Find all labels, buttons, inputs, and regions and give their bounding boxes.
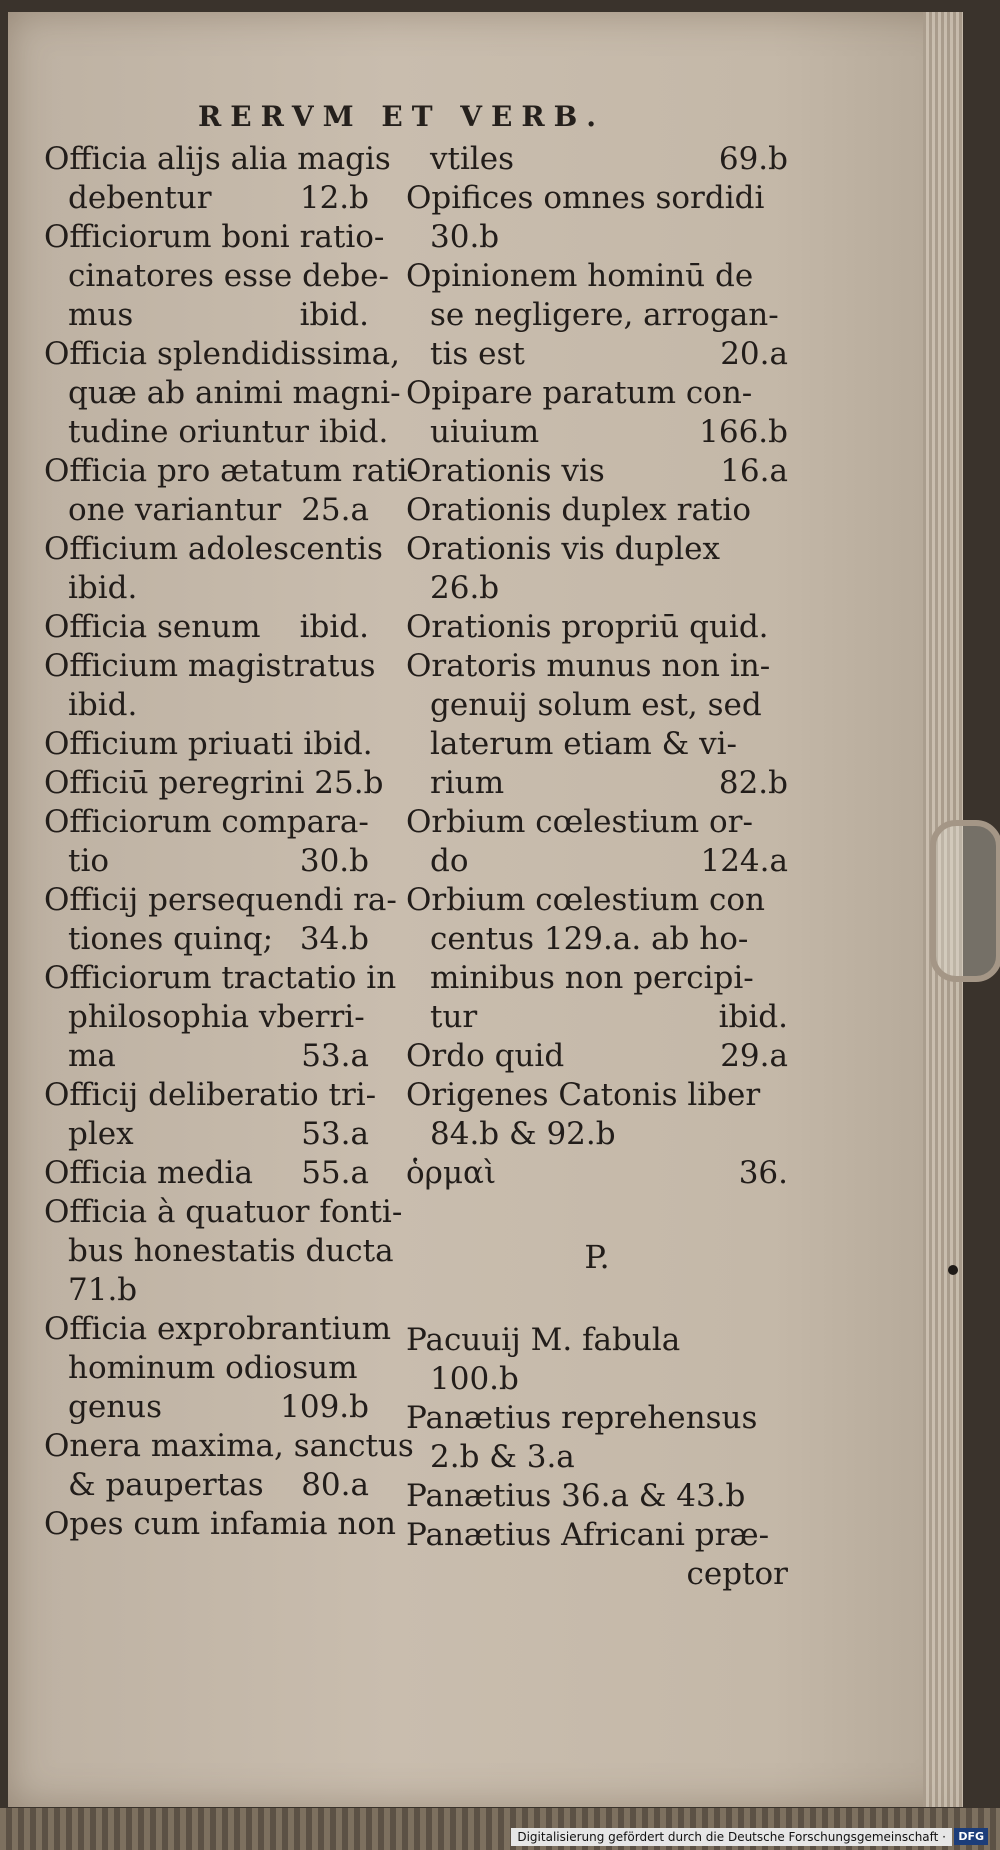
index-term: tis est (430, 336, 525, 372)
index-line (406, 959, 788, 998)
page-reference: 124.a (700, 843, 788, 879)
page-reference: 80.a (301, 1467, 369, 1503)
index-entry (44, 881, 397, 959)
page-reference: 69.b (718, 141, 788, 177)
index-entry (44, 452, 419, 530)
index-line (406, 1555, 788, 1594)
index-term: Origenes Catonis liber (406, 1077, 761, 1113)
index-term: ma (68, 1038, 116, 1074)
index-line (406, 218, 788, 257)
index-term: Orationis vis (406, 453, 605, 489)
index-term: tur (430, 999, 478, 1035)
index-line (406, 374, 788, 413)
index-term: Opipare paratum con- (406, 375, 753, 411)
index-term: ibid. (68, 570, 138, 606)
index-term: plex (68, 1116, 134, 1152)
index-line (406, 1477, 788, 1516)
index-term: Orbium cœlestium con (406, 882, 765, 918)
index-term: Officiū peregrini (44, 765, 305, 801)
index-term: bus honestatis ducta (68, 1233, 394, 1269)
index-entry (406, 374, 788, 452)
index-entry (406, 647, 788, 803)
index-term: Oratoris munus non in- (406, 648, 771, 684)
index-line (406, 1321, 788, 1360)
index-line (406, 140, 788, 179)
index-line (44, 257, 389, 296)
index-term: 2.b & 3.a (430, 1439, 575, 1475)
index-entry (406, 803, 788, 881)
index-line (44, 374, 401, 413)
index-term: Officium adolescentis (44, 531, 383, 567)
index-term: Officij deliberatio tri- (44, 1077, 377, 1113)
index-entry (406, 257, 788, 374)
index-line (44, 1388, 369, 1427)
page-reference: 36. (738, 1155, 788, 1191)
index-entries-p (406, 1321, 788, 1594)
index-term: tio (68, 843, 110, 879)
page-reference: ibid. (299, 609, 369, 645)
index-term: Officium magistratus (44, 648, 376, 684)
index-entry (406, 1477, 788, 1516)
running-head: RERVM ET VERB. (198, 100, 606, 133)
page-reference: ibid. (303, 726, 373, 762)
index-term: Opifices omnes sordidi (406, 180, 765, 216)
index-line (406, 569, 788, 608)
index-entry (44, 725, 373, 764)
index-term: uiuium (430, 414, 540, 450)
page-reference: 25.b (314, 765, 384, 801)
index-line (44, 1271, 369, 1310)
index-term: Officiorum tractatio in (44, 960, 397, 996)
index-term: & paupertas (68, 1467, 264, 1503)
index-term: Officiorum compara- (44, 804, 369, 840)
index-term: Officia senum (44, 609, 261, 645)
index-term: Orationis vis duplex (406, 531, 720, 567)
index-line (406, 1438, 788, 1477)
index-entry (406, 179, 788, 257)
index-line (44, 1193, 403, 1232)
index-line (44, 803, 369, 842)
page-reference: 12.b (299, 180, 369, 216)
index-term: genus (68, 1389, 163, 1425)
index-term: Officia alijs alia magis (44, 141, 391, 177)
index-line (44, 1154, 369, 1193)
index-term: centus 129.a. ab ho- (430, 921, 749, 957)
index-line (44, 413, 389, 452)
index-line (44, 1466, 369, 1505)
index-entry (406, 1399, 788, 1477)
index-term: tiones quinq; (68, 921, 274, 957)
index-line (44, 452, 419, 491)
index-term: Officia media (44, 1155, 253, 1191)
index-line (406, 842, 788, 881)
index-line (44, 881, 397, 920)
index-line (44, 764, 384, 803)
page-reference: 30.b (299, 843, 369, 879)
page-reference: 53.a (301, 1038, 369, 1074)
index-term: 30.b (430, 219, 500, 255)
index-entry (44, 764, 384, 803)
index-line (44, 1310, 391, 1349)
index-term: ibid. (68, 687, 138, 723)
index-term: Opes cum infamia non (44, 1506, 397, 1542)
index-line (406, 725, 788, 764)
index-entry (44, 1193, 403, 1310)
index-line (44, 296, 369, 335)
index-entry (44, 803, 369, 881)
index-entry (44, 1505, 397, 1544)
index-term: tudine oriuntur (68, 414, 309, 450)
index-term: laterum etiam & vi- (430, 726, 738, 762)
index-line (406, 530, 788, 569)
index-line (406, 257, 788, 296)
index-line (406, 491, 788, 530)
index-line (406, 296, 788, 335)
index-entry (44, 140, 391, 218)
index-entry (406, 1154, 788, 1193)
index-entry (406, 491, 788, 530)
index-entry (406, 1516, 788, 1594)
index-term: 26.b (430, 570, 500, 606)
index-term: Pacuuij M. fabula (406, 1322, 681, 1358)
index-entry (406, 1321, 788, 1399)
index-line (44, 1505, 397, 1544)
page-reference: 29.a (720, 1038, 788, 1074)
index-line (44, 1232, 394, 1271)
index-line (406, 647, 788, 686)
index-line (44, 491, 369, 530)
index-term: Panætius reprehensus (406, 1400, 758, 1436)
index-entry (44, 1310, 391, 1427)
index-column-right (406, 140, 788, 1594)
index-term: Officia pro ætatum rati- (44, 453, 419, 489)
index-line (406, 803, 788, 842)
index-line (44, 686, 369, 725)
index-line (44, 725, 373, 764)
index-line (44, 1349, 369, 1388)
index-term: Opinionem hominū de (406, 258, 754, 294)
index-entry (44, 530, 383, 608)
index-term: Panætius Africani præ- (406, 1517, 770, 1553)
index-line (44, 1427, 414, 1466)
page-reference: 34.b (299, 921, 369, 957)
index-line (406, 920, 788, 959)
index-line (44, 530, 383, 569)
index-line (44, 1037, 369, 1076)
index-term: Onera maxima, sanctus (44, 1428, 414, 1464)
page-reference: 166.b (699, 414, 788, 450)
index-line (406, 1037, 788, 1076)
page-reference: 53.a (301, 1116, 369, 1152)
index-term: 71.b (68, 1272, 138, 1308)
index-line (44, 959, 397, 998)
index-line (44, 569, 369, 608)
index-line (406, 686, 788, 725)
index-line (44, 920, 369, 959)
index-term: quæ ab animi magni- (68, 375, 401, 411)
index-term: Officia exprobrantium (44, 1311, 391, 1347)
index-term: Orationis propriū quid. (406, 609, 769, 645)
index-line (406, 1399, 788, 1438)
page-reference: ibid. (718, 999, 788, 1035)
index-column-left (44, 140, 419, 1544)
index-entry (406, 530, 788, 608)
index-term: philosophia vberri- (68, 999, 365, 1035)
index-term: Officiorum boni ratio- (44, 219, 385, 255)
index-term: do (430, 843, 469, 879)
index-entry (44, 1154, 369, 1193)
index-entry (406, 1037, 788, 1076)
index-entry (44, 335, 401, 452)
index-line (44, 608, 369, 647)
footer-credit: Digitalisierung gefördert durch die Deutsche Forschungsgemeinschaft · (511, 1828, 952, 1846)
index-term: mus (68, 297, 134, 333)
index-term: Orationis duplex ratio (406, 492, 751, 528)
page-reference: ibid. (318, 414, 389, 450)
index-term: 84.b & 92.b (430, 1116, 616, 1152)
index-line (406, 1516, 788, 1555)
index-line (406, 413, 788, 452)
book-page (8, 12, 963, 1807)
index-line (406, 1076, 788, 1115)
index-line (406, 1154, 788, 1193)
page-reference: 25.a (301, 492, 369, 528)
index-line (406, 764, 788, 803)
index-term: Officij persequendi ra- (44, 882, 397, 918)
index-term: 100.b (430, 1361, 519, 1397)
index-term: Orbium cœlestium or- (406, 804, 753, 840)
page-reference: 20.a (720, 336, 788, 372)
index-line (406, 998, 788, 1037)
ink-dot (948, 1265, 958, 1275)
index-term: hominum odiosum (68, 1350, 358, 1386)
index-line (44, 998, 369, 1037)
index-line (44, 1115, 369, 1154)
index-entry (44, 1427, 414, 1505)
index-term: Officia à quatuor fonti- (44, 1194, 403, 1230)
index-entry (44, 608, 369, 647)
section-heading: P. (584, 1238, 610, 1276)
index-line (406, 881, 788, 920)
index-term: genuij solum est, sed (430, 687, 762, 723)
index-entry (44, 1076, 377, 1154)
index-term: ὁρμαὶ (406, 1155, 497, 1191)
page-reference: 82.b (718, 765, 788, 801)
index-term: minibus non percipi- (430, 960, 754, 996)
page-reference: ibid. (299, 297, 369, 333)
index-line (406, 452, 788, 491)
index-term: Officium priuati (44, 726, 294, 762)
index-line (44, 1076, 377, 1115)
page-reference: 109.b (280, 1389, 369, 1425)
index-term: Ordo quid (406, 1038, 565, 1074)
page-reference: ceptor (686, 1556, 788, 1592)
index-term: Panætius 36.a & 43.b (406, 1478, 746, 1514)
index-entries-o (406, 140, 788, 1193)
page-reference: 16.a (720, 453, 788, 489)
index-line (406, 179, 788, 218)
index-entry (406, 1076, 788, 1154)
index-entry (406, 140, 788, 179)
page-clip (930, 820, 1000, 982)
index-term: one variantur (68, 492, 282, 528)
index-term: cinatores esse debe- (68, 258, 389, 294)
index-line (44, 335, 400, 374)
page-reference: 55.a (301, 1155, 369, 1191)
index-entry (406, 452, 788, 491)
index-line (44, 179, 369, 218)
index-term: vtiles (430, 141, 515, 177)
index-line (406, 1360, 788, 1399)
dfg-logo: DFG (954, 1828, 988, 1845)
index-term: Officia splendidissima, (44, 336, 400, 372)
index-term: se negligere, arrogan- (430, 297, 779, 333)
index-term: rium (430, 765, 505, 801)
index-entry (44, 218, 389, 335)
index-line (44, 140, 391, 179)
index-entry (44, 959, 397, 1076)
index-line (44, 842, 369, 881)
index-entry (406, 608, 788, 647)
index-line (406, 608, 788, 647)
index-entry (406, 881, 788, 1037)
index-line (44, 218, 385, 257)
index-line (44, 647, 376, 686)
index-line (406, 1115, 788, 1154)
index-line (406, 335, 788, 374)
index-entry (44, 647, 376, 725)
index-term: debentur (68, 180, 212, 216)
